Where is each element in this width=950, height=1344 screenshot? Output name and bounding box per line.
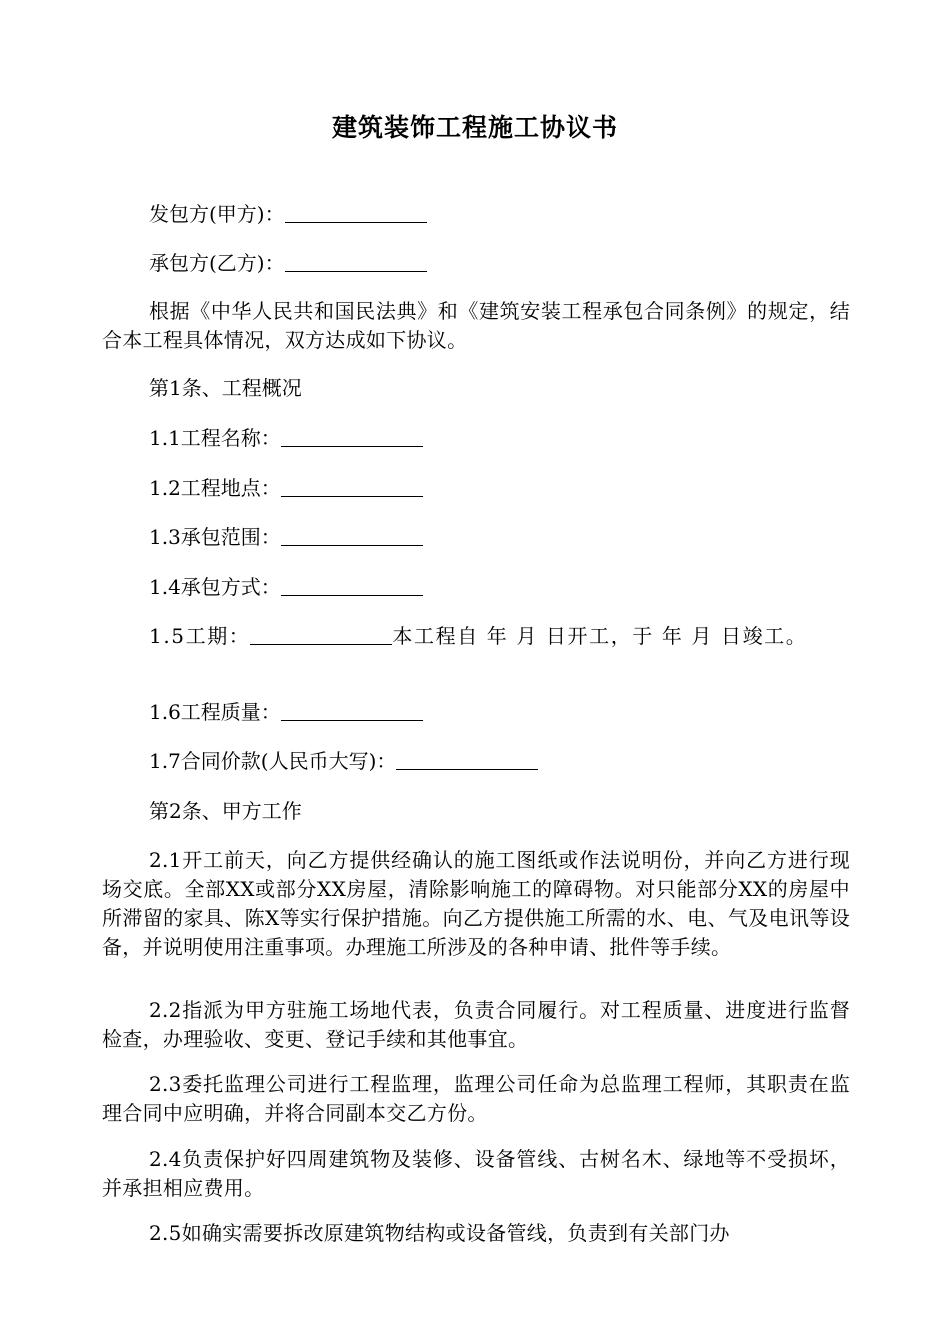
party-a-blank bbox=[285, 202, 427, 223]
item-1-6-blank bbox=[281, 700, 423, 721]
document-title: 建筑装饰工程施工协议书 bbox=[331, 113, 618, 142]
party-b-label: 承包方(乙方)： bbox=[149, 251, 285, 275]
item-1-2-label: 1.2工程地点： bbox=[149, 476, 281, 500]
item-1-1-label: 1.1工程名称： bbox=[149, 426, 281, 450]
item-1-7-label: 1.7合同价款(人民币大写)： bbox=[149, 749, 397, 773]
item-1-2 bbox=[149, 474, 849, 503]
item-1-4 bbox=[149, 573, 849, 602]
party-b-blank bbox=[285, 251, 427, 272]
party-a-line bbox=[149, 200, 849, 229]
clause-2-3: 2.3委托监理公司进行工程监理，监理公司任命为总监理工程师，其职责在监理合同中应明确，并将合同副本交乙方份。 bbox=[102, 1072, 850, 1125]
party-b-line bbox=[149, 249, 849, 278]
article-1-heading: 第1条、工程概况 bbox=[149, 376, 302, 400]
item-1-3-label: 1.3承包范围： bbox=[149, 525, 281, 549]
article-2-heading: 第2条、甲方工作 bbox=[149, 799, 302, 823]
clause-2-2: 2.2指派为甲方驻施工场地代表，负责合同履行。对工程质量、进度进行监督检查，办理验收、变更、登记手续和其他事宜。 bbox=[102, 998, 850, 1051]
item-1-3 bbox=[149, 523, 849, 552]
item-1-6 bbox=[149, 698, 849, 727]
item-1-1-blank bbox=[281, 426, 423, 447]
clause-2-5: 2.5如确实需要拆改原建筑物结构或设备管线，负责到有关部门办 bbox=[149, 1221, 730, 1245]
item-1-6-label: 1.6工程质量： bbox=[149, 700, 281, 724]
item-1-5-label: 1.5工期： bbox=[149, 624, 251, 648]
item-1-5 bbox=[102, 622, 850, 651]
item-1-4-blank bbox=[281, 575, 423, 596]
item-1-7-blank bbox=[396, 749, 538, 770]
item-1-1 bbox=[149, 424, 849, 453]
preamble-paragraph: 根据《中华人民共和国民法典》和《建筑安装工程承包合同条例》的规定，结合本工程具体情况，双方达成如下协议。 bbox=[102, 299, 850, 352]
clause-2-4: 2.4负责保护好四周建筑物及装修、设备管线、古树名木、绿地等不受损坏，并承担相应费用。 bbox=[102, 1147, 850, 1200]
clause-2-1: 2.1开工前天，向乙方提供经确认的施工图纸或作法说明份，并向乙方进行现场交底。全部XX或部分XX房屋，清除影响施工的障碍物。对只能部分XX的房屋中所滞留的家具、陈X等实行保护措施。向乙方提供施工所需的水、电、气及电讯等设备，并说明使用注重事项。办理施工所涉及的各种申请、批件等手续。 bbox=[102, 848, 850, 959]
item-1-7 bbox=[149, 747, 849, 776]
item-1-2-blank bbox=[281, 476, 423, 497]
item-1-4-label: 1.4承包方式： bbox=[149, 575, 281, 599]
item-1-5-text: 本工程自 年 月 日开工，于 年 月 日竣工。 bbox=[392, 624, 808, 648]
item-1-5-blank bbox=[250, 624, 392, 645]
item-1-3-blank bbox=[281, 525, 423, 546]
party-a-label: 发包方(甲方)： bbox=[149, 202, 285, 226]
